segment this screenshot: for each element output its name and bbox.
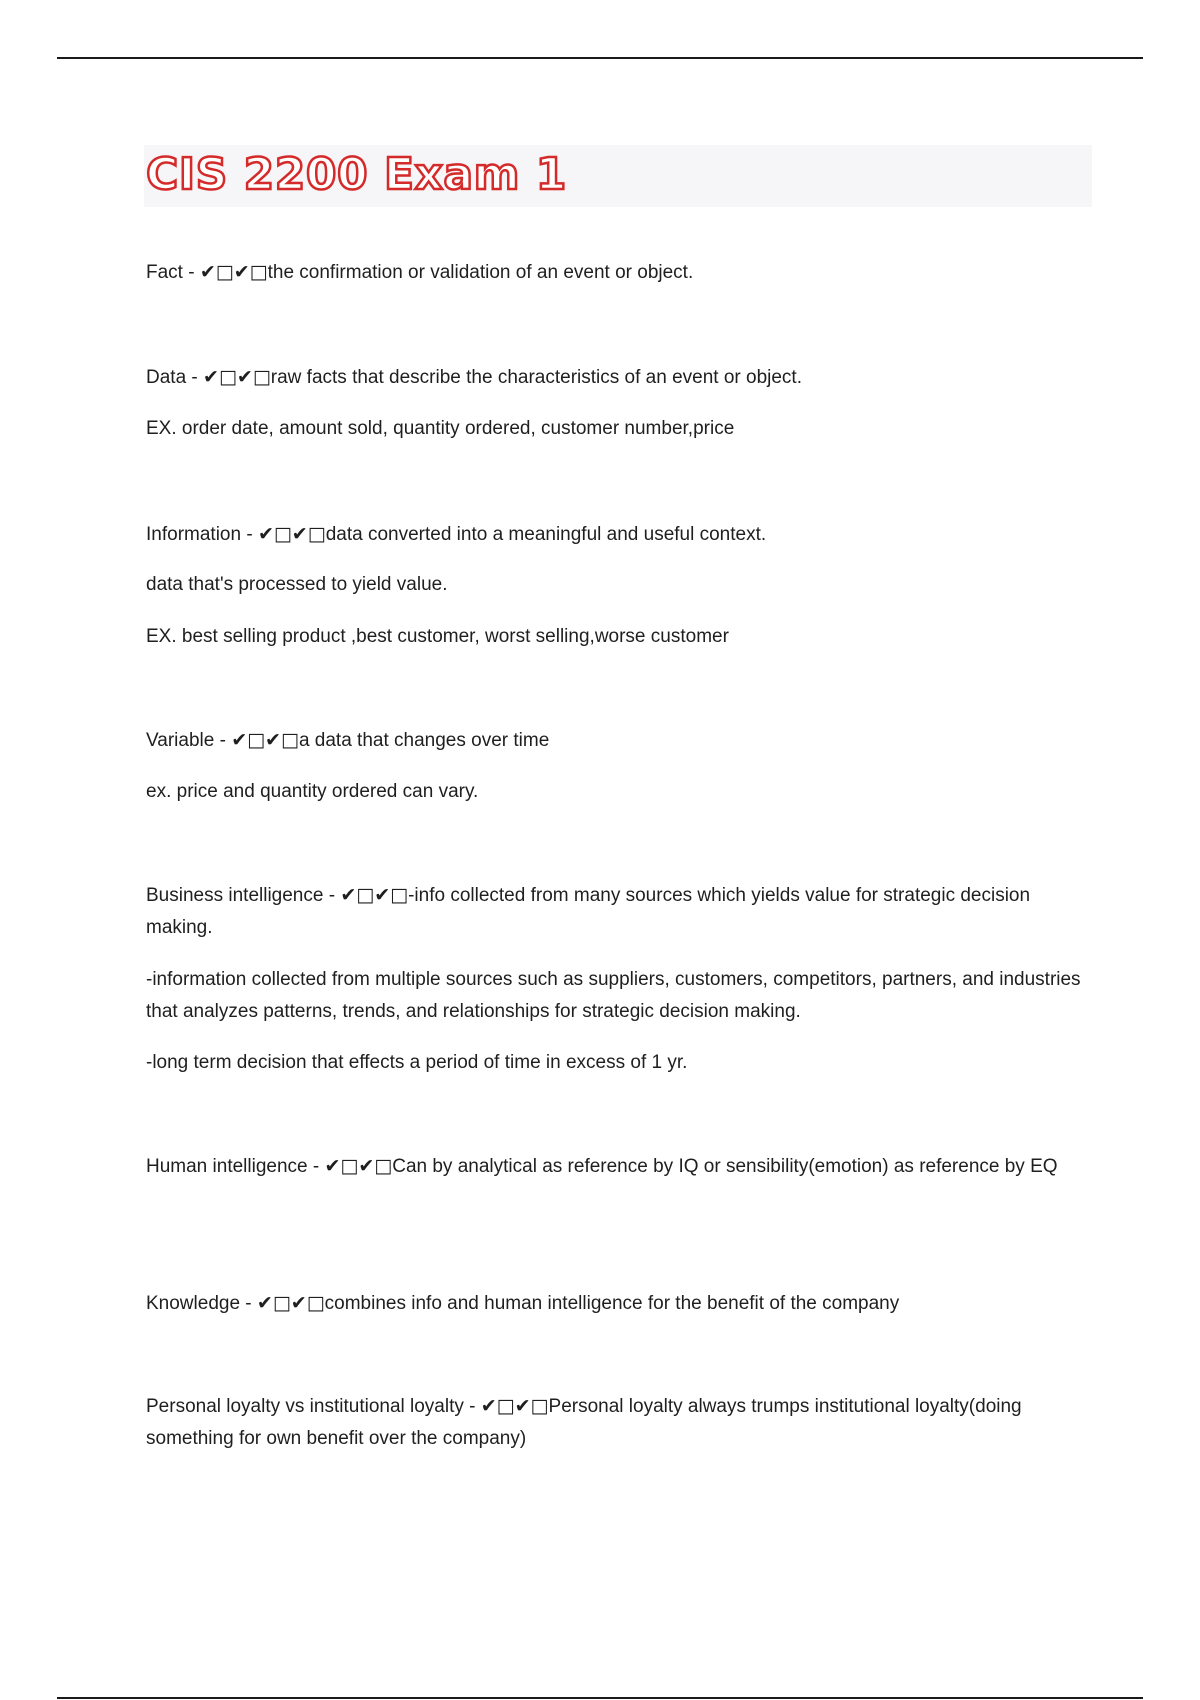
entry-term: Variable - <box>146 730 232 751</box>
entry-definition: combines info and human intelligence for the benefit of the company <box>324 1293 900 1314</box>
entry-definition: Can by analytical as reference by IQ or sensibility(emotion) as reference by EQ <box>392 1156 1058 1177</box>
checkmark-icon: ✔□✔□ <box>324 1155 393 1177</box>
entry-knowledge <box>146 1287 1096 1320</box>
entry-term: Personal loyalty vs institutional loyalty - <box>146 1396 481 1417</box>
entry-definition: data converted into a meaningful and useful context. <box>325 524 767 545</box>
header-rule <box>57 57 1143 59</box>
checkmark-icon: ✔□✔□ <box>480 1395 549 1417</box>
entry-note: EX. order date, amount sold, quantity ordered, customer number,price <box>146 418 735 439</box>
checkmark-icon: ✔□✔□ <box>256 1292 325 1314</box>
entry-personal-loyalty <box>146 1390 1096 1455</box>
entry-information <box>146 518 1096 551</box>
entry-variable <box>146 724 1096 757</box>
entry-note: EX. best selling product ,best customer, worst selling,worse customer <box>146 626 729 647</box>
entry-business-intelligence <box>146 879 1096 944</box>
entry-definition: a data that changes over time <box>298 730 550 751</box>
entry-data <box>146 361 1096 394</box>
entry-note: -information collected from multiple sources such as suppliers, customers, competitors, partners, and industries that analyzes patterns, trends, and relationships for strategic decision making. <box>146 969 1081 1022</box>
entry-term: Data - <box>146 367 204 388</box>
checkmark-icon: ✔□✔□ <box>257 523 326 545</box>
entry-definition: -info collected from many sources which yields value for strategic decision making. <box>146 885 1031 938</box>
entry-term: Human intelligence - <box>146 1156 325 1177</box>
entry-term: Business intelligence - <box>146 885 341 906</box>
entry-definition: the confirmation or validation of an event or object. <box>267 262 694 283</box>
checkmark-icon: ✔□✔□ <box>340 884 409 906</box>
checkmark-icon: ✔□✔□ <box>203 366 271 388</box>
entry-term: Fact - <box>146 262 200 283</box>
title-banner <box>144 145 1092 207</box>
checkmark-icon: ✔□✔□ <box>199 261 268 283</box>
checkmark-icon: ✔□✔□ <box>231 729 299 751</box>
entry-human-intelligence <box>146 1150 1096 1183</box>
entry-definition: raw facts that describe the characteristics of an event or object. <box>270 367 802 388</box>
entry-note: ex. price and quantity ordered can vary. <box>146 781 479 802</box>
entry-note: data that's processed to yield value. <box>146 574 448 595</box>
footer-rule <box>57 1697 1143 1699</box>
entry-note: -long term decision that effects a period of time in excess of 1 yr. <box>146 1052 688 1073</box>
entry-fact <box>146 256 1096 289</box>
document-title: CIS 2200 Exam 1 <box>146 149 567 200</box>
entry-term: Information - <box>146 524 258 545</box>
entry-definition: Personal loyalty always trumps institutional loyalty(doing something for own benefit over the company) <box>146 1396 1022 1449</box>
entry-term: Knowledge - <box>146 1293 257 1314</box>
